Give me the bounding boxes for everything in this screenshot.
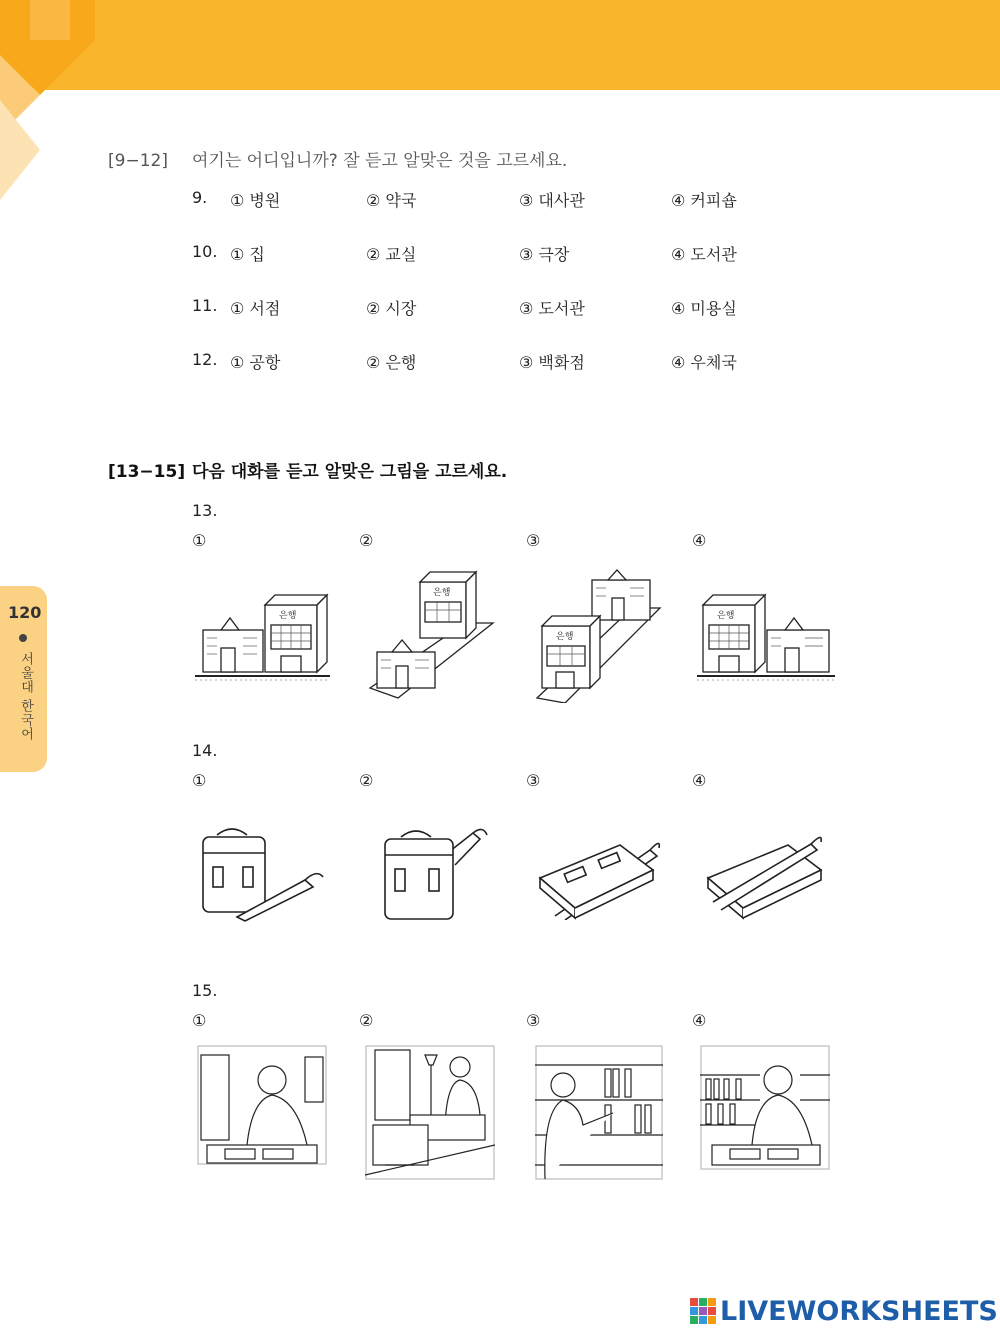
section-heading-9-12 [108,146,567,171]
buildings-image-3[interactable] [532,568,662,703]
buildings-image-1[interactable] [195,590,335,695]
option-4-mark[interactable]: ④ [692,1011,707,1030]
option-1[interactable]: ① 병원 [230,191,281,210]
option-4-mark[interactable]: ④ [692,531,707,550]
option-2[interactable]: ② 은행 [366,353,417,372]
scene-image-4[interactable] [700,1045,830,1170]
option-3[interactable]: ③ 극장 [519,245,570,264]
corner-decoration [0,0,100,240]
question-number: 12. [192,350,218,369]
book-title: 서울대 한국어 [18,652,33,742]
option-2-mark[interactable]: ② [359,1011,374,1030]
question-9 [192,188,892,212]
logo-icon [690,1298,716,1326]
option-3-mark[interactable]: ③ [526,1011,541,1030]
option-3[interactable]: ③ 도서관 [519,299,585,318]
question-11 [192,296,892,320]
buildings-image-4[interactable] [697,590,837,695]
option-4[interactable]: ④ 도서관 [671,245,737,264]
option-1[interactable]: ① 서점 [230,299,281,318]
option-1[interactable]: ① 집 [230,245,265,264]
option-2[interactable]: ② 시장 [366,299,417,318]
section-heading-13-15 [108,457,507,482]
option-2-mark[interactable]: ② [359,531,374,550]
section-instruction: 여기는 어디입니까? 잘 듣고 알맞은 것을 고르세요. [192,151,568,171]
option-1-mark[interactable]: ① [192,771,207,790]
bag-umbrella-image-1[interactable] [195,825,330,925]
bullet-dot [19,634,27,642]
question-14-number: 14. [192,741,218,760]
scene-image-3[interactable] [535,1045,663,1180]
option-3[interactable]: ③ 백화점 [519,353,585,372]
question-10 [192,242,892,266]
page-number: 120 [8,603,42,622]
question-12 [192,350,892,374]
scene-image-1[interactable] [197,1045,327,1165]
question-number: 10. [192,242,218,261]
option-1[interactable]: ① 공항 [230,353,281,372]
section-instruction: 다음 대화를 듣고 알맞은 그림을 고르세요. [192,462,508,482]
bank-sign-text: 은행 [556,632,574,642]
question-number: 11. [192,296,218,315]
liveworksheets-logo [690,1294,998,1334]
option-1-mark[interactable]: ① [192,1011,207,1030]
bag-umbrella-image-2[interactable] [383,825,493,925]
option-4[interactable]: ④ 우체국 [671,353,737,372]
question-number: 9. [192,188,208,207]
bag-umbrella-image-4[interactable] [703,830,833,920]
option-3[interactable]: ③ 대사관 [519,191,585,210]
section-range: [13−15] [108,462,186,482]
buildings-image-2[interactable] [365,568,495,703]
option-2-mark[interactable]: ② [359,771,374,790]
option-1-mark[interactable]: ① [192,531,207,550]
bank-sign-text: 은행 [279,611,297,621]
bank-sign-text: 은행 [717,611,735,621]
scene-image-2[interactable] [365,1045,495,1180]
header-bar [0,0,1000,90]
bank-sign-text: 은행 [433,588,451,598]
option-3-mark[interactable]: ③ [526,531,541,550]
option-2[interactable]: ② 약국 [366,191,417,210]
logo-text: LIVEWORKSHEETS [720,1296,998,1327]
question-13-number: 13. [192,501,218,520]
section-range: [9−12] [108,151,168,171]
option-2[interactable]: ② 교실 [366,245,417,264]
option-3-mark[interactable]: ③ [526,771,541,790]
option-4-mark[interactable]: ④ [692,771,707,790]
option-4[interactable]: ④ 커피숍 [671,191,737,210]
question-15-number: 15. [192,981,218,1000]
bag-umbrella-image-3[interactable] [535,830,665,920]
option-4[interactable]: ④ 미용실 [671,299,737,318]
